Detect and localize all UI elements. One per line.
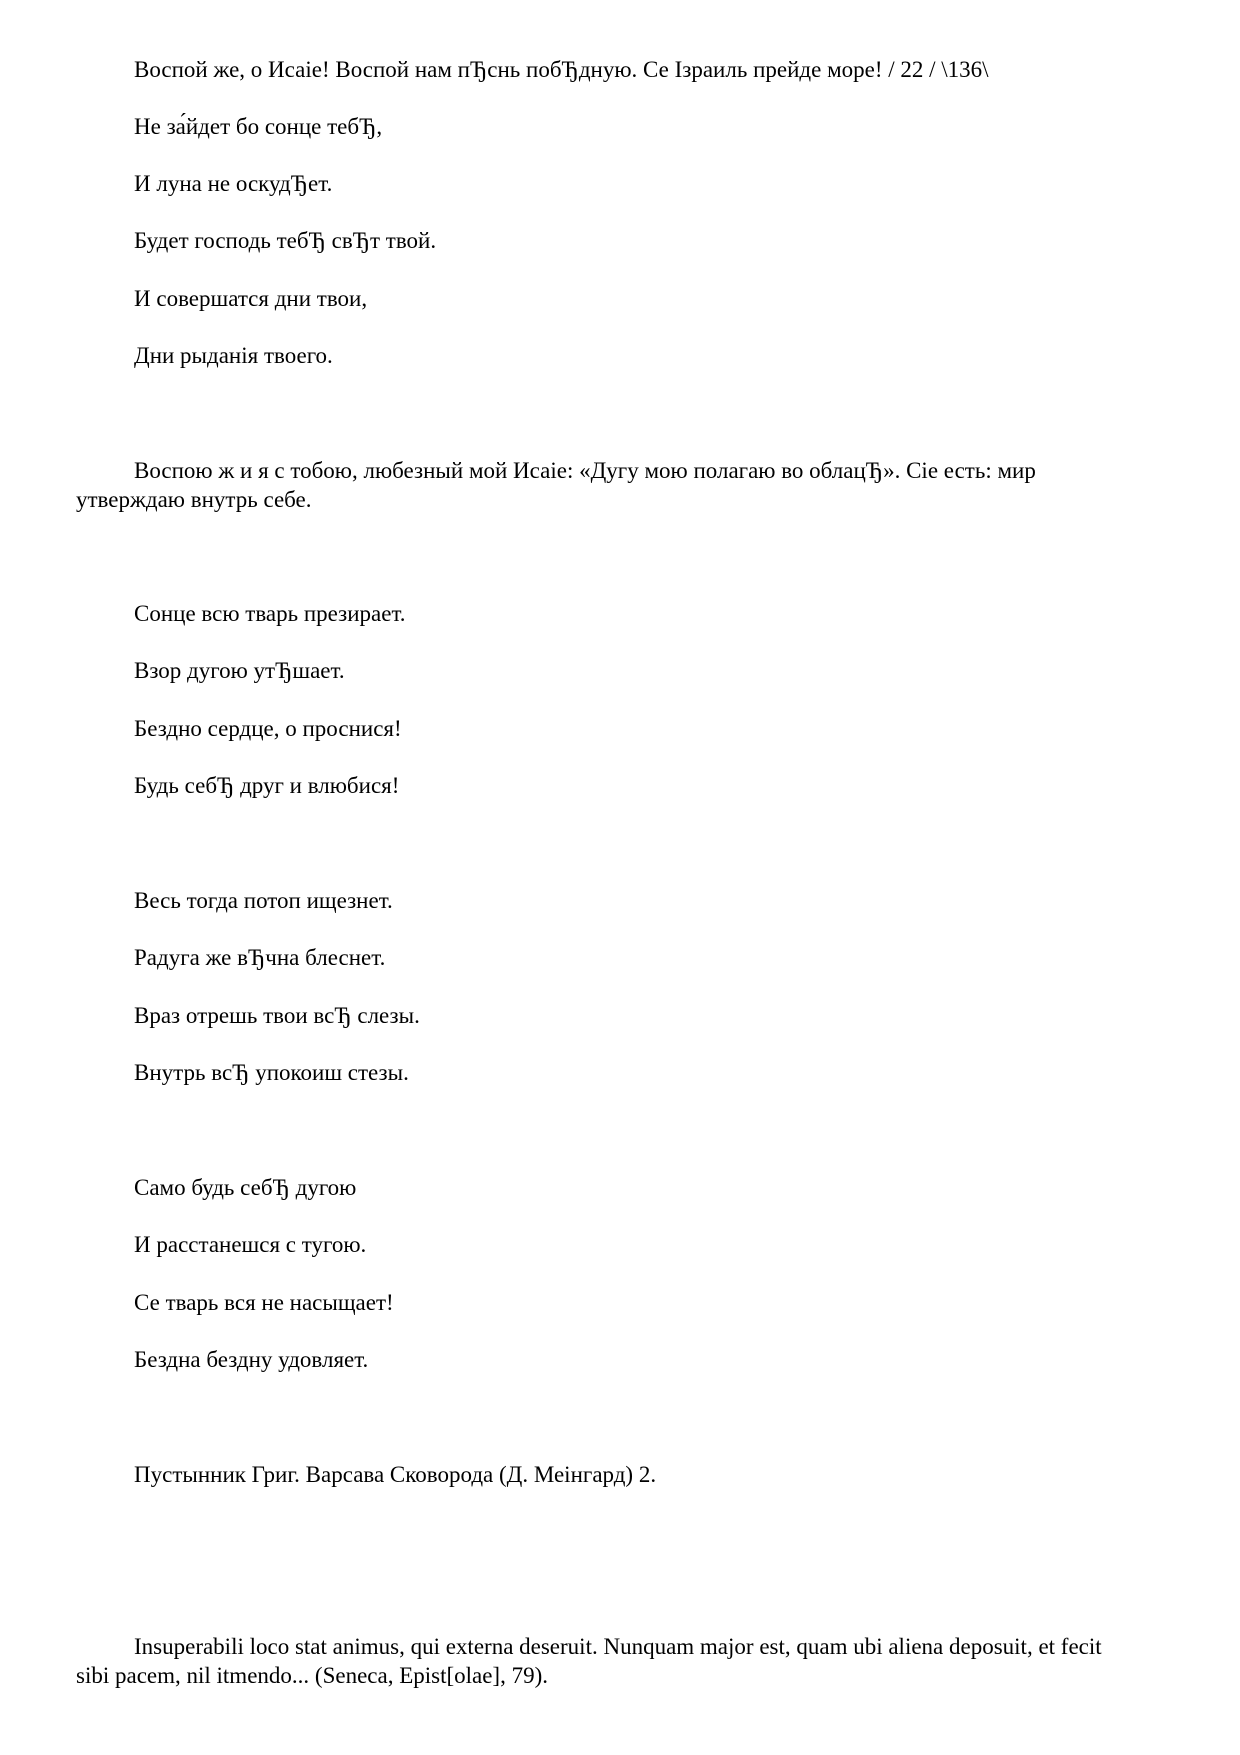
signature: Пустынник Григ. Варсава Сковорода (Д. Меінгард) 2. — [134, 1462, 657, 1487]
stanza-4-line-1: Само будь себЂ дугою — [134, 1175, 357, 1200]
paragraph-1: Воспою ж и я с тобою, любезный мой Исаіе: «Дугу мою полагаю во облацЂ». Сіе есть: мир утверждаю внутрь себе. — [76, 458, 1036, 512]
stanza-1-line-4: И совершатся дни твои, — [134, 286, 368, 311]
intro-line: Воспой же, о Исаіе! Воспой нам пЂснь побЂдную. Се Ізраиль прейде море! / 22 / \136\ — [134, 57, 989, 82]
stanza-3-line-2: Радуга же вЂчна блеснет. — [134, 945, 386, 970]
stanza-4-line-2: И расстанешся с тугою. — [134, 1232, 367, 1257]
stanza-1-line-2: И луна не оскудЂет. — [134, 171, 333, 196]
epigraph-paragraph: Insuperabili loco stat animus, qui externa deseruit. Nunquam major est, quam ubi aliena deposuit, et fecit sibi pacem, nil itmendo... (Seneca, Epist[olae], 79). — [76, 1634, 1102, 1688]
stanza-4-line-4: Бездна бездну удовляет. — [134, 1347, 369, 1372]
stanza-3-line-4: Внутрь всЂ упокоиш стезы. — [134, 1060, 409, 1085]
stanza-2-line-3: Бездно сердце, о проснися! — [134, 716, 402, 741]
stanza-1-line-5: Дни рыданія твоего. — [134, 343, 333, 368]
stanza-2-line-4: Будь себЂ друг и влюбися! — [134, 773, 400, 798]
stanza-3-line-3: Враз отрешь твои всЂ слезы. — [134, 1003, 420, 1028]
stanza-1-line-3: Будет господь тебЂ свЂт твой. — [134, 228, 437, 253]
stanza-1-line-1: Не за́йдет бо сонце тебЂ, — [134, 114, 383, 139]
stanza-4-line-3: Се тварь вся не насыщает! — [134, 1290, 394, 1315]
stanza-2-line-1: Сонце всю тварь презирает. — [134, 601, 406, 626]
stanza-3-line-1: Весь тогда потоп ищезнет. — [134, 888, 393, 913]
stanza-2-line-2: Взор дугою утЂшает. — [134, 658, 345, 683]
